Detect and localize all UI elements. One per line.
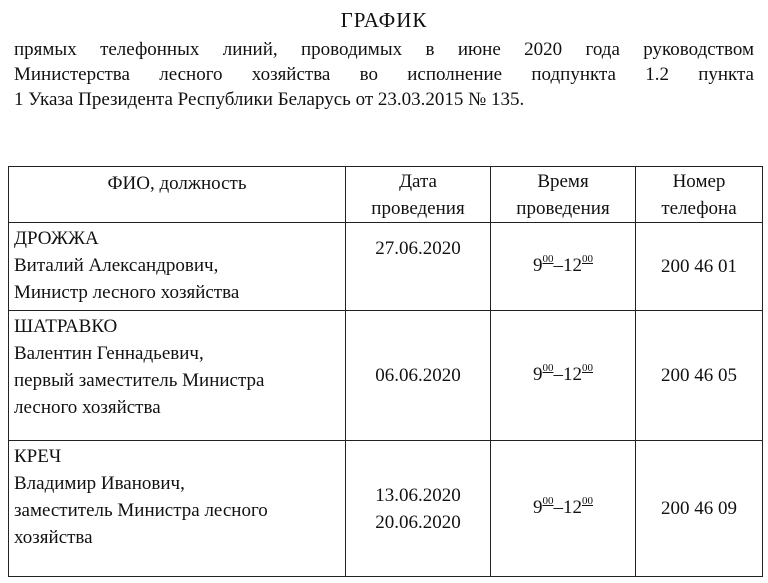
column-header-time-line2: проведения [516, 197, 610, 219]
fio-cell [9, 223, 346, 311]
fio-cell [9, 311, 346, 441]
session-date: 20.06.2020 [375, 511, 461, 533]
official-position: Министр лесного хозяйства [14, 282, 240, 303]
session-date: 27.06.2020 [375, 238, 461, 259]
date-cell [346, 311, 491, 441]
official-position: заместитель Министра лесного [14, 500, 268, 521]
time-end-hour: 12 [563, 363, 582, 385]
column-header-phone [636, 167, 763, 223]
schedule-table [8, 166, 763, 577]
time-cell [491, 223, 636, 311]
official-position: хозяйства [14, 527, 93, 548]
time-start-minutes: 00 [542, 361, 554, 374]
column-header-fio: ФИО, должность [9, 167, 346, 223]
time-separator: – [553, 496, 563, 518]
session-date: 13.06.2020 [375, 484, 461, 506]
column-header-phone-line1: Номер [672, 170, 726, 192]
official-name: Виталий Александрович, [14, 255, 219, 276]
column-header-time-line1: Время [537, 170, 589, 192]
date-cell [346, 223, 491, 311]
time-start-minutes: 00 [542, 252, 554, 265]
official-position: первый заместитель Министра [14, 370, 265, 391]
official-surname: КРЕЧ [14, 446, 62, 467]
date-cell [346, 441, 491, 577]
document-intro [14, 37, 754, 112]
time-end-hour: 12 [563, 496, 582, 518]
official-name: Владимир Иванович, [14, 473, 185, 494]
table-row [9, 223, 763, 311]
time-start-hour: 9 [533, 496, 543, 518]
table-row [9, 311, 763, 441]
fio-cell [9, 441, 346, 577]
column-header-phone-line2: телефона [661, 197, 737, 219]
column-header-date-line1: Дата [399, 170, 437, 192]
column-header-time [491, 167, 636, 223]
time-separator: – [553, 254, 563, 276]
time-separator: – [553, 363, 563, 385]
intro-line: 1 Указа Президента Республики Беларусь от 23.03.2015 № 135. [14, 89, 525, 110]
time-end-minutes: 00 [582, 252, 593, 265]
time-start-minutes: 00 [542, 494, 554, 507]
document-title: ГРАФИК [340, 8, 428, 32]
phone-cell: 200 46 05 [636, 311, 763, 441]
phone-cell: 200 46 09 [636, 441, 763, 577]
time-end-minutes: 00 [582, 494, 593, 507]
column-header-date [346, 167, 491, 223]
time-end-minutes: 00 [582, 361, 593, 374]
time-start-hour: 9 [533, 254, 543, 276]
official-position: лесного хозяйства [14, 397, 161, 418]
session-date: 06.06.2020 [375, 365, 461, 386]
phone-cell: 200 46 01 [636, 223, 763, 311]
time-cell [491, 441, 636, 577]
official-name: Валентин Геннадьевич, [14, 343, 204, 364]
table-header-row [9, 167, 763, 223]
table-row [9, 441, 763, 577]
official-surname: ШАТРАВКО [14, 316, 118, 337]
time-end-hour: 12 [563, 254, 582, 276]
time-cell [491, 311, 636, 441]
intro-line: Министерства лесного хозяйства во исполнение подпункта 1.2 пункта [14, 64, 754, 85]
column-header-date-line2: проведения [371, 197, 465, 219]
intro-line: прямых телефонных линий, проводимых в июне 2020 года руководством [14, 39, 754, 60]
official-surname: ДРОЖЖА [14, 228, 99, 249]
time-start-hour: 9 [533, 363, 543, 385]
